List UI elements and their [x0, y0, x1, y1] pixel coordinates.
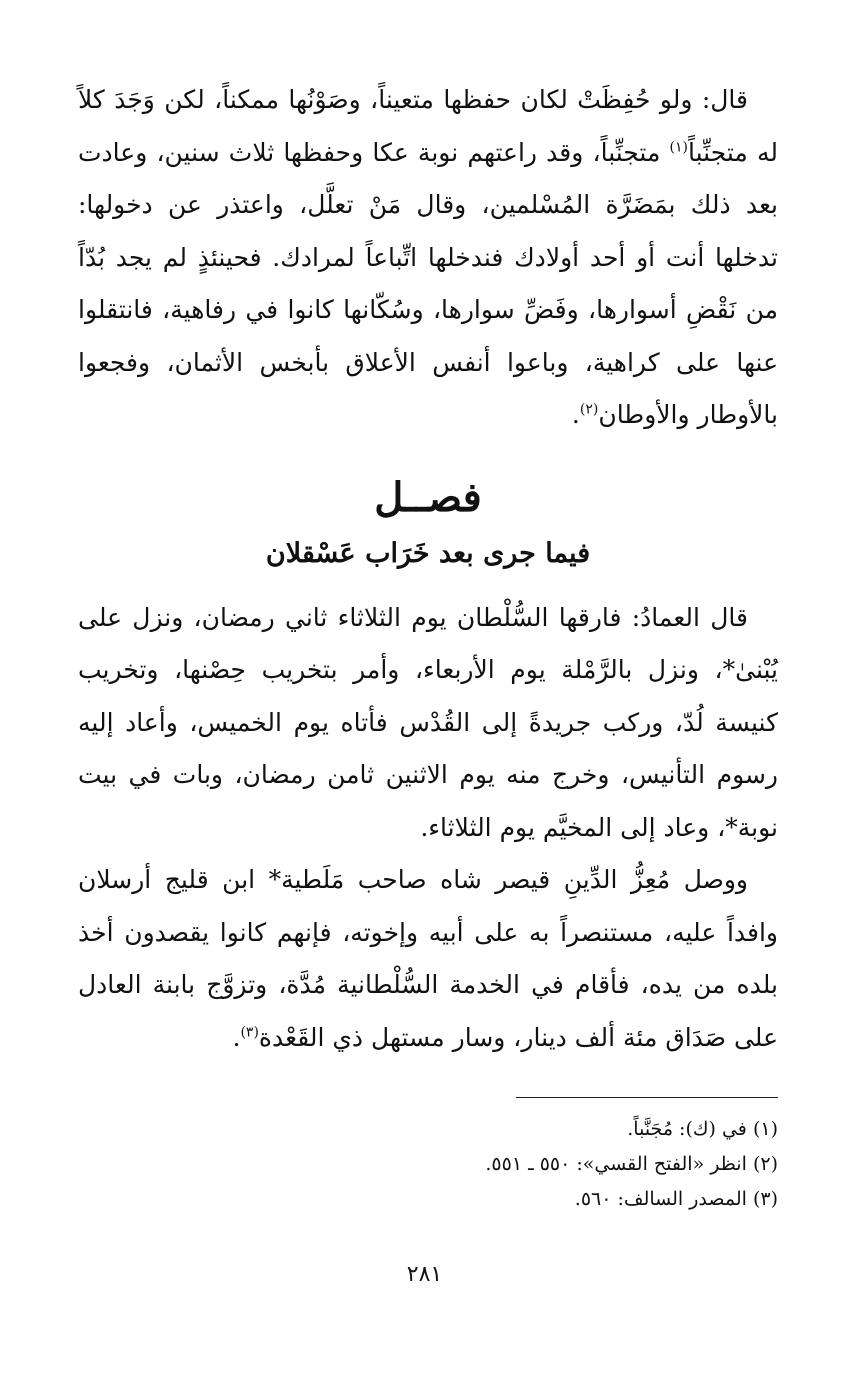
footnote-ref-3: (٣)	[240, 1024, 259, 1041]
footnote-2	[78, 1147, 778, 1182]
footnote-text: المصدر السالف: ٥٦٠.	[574, 1188, 747, 1210]
footnotes	[78, 1112, 778, 1217]
footnote-ref-2: (٢)	[579, 401, 599, 418]
footnote-number: (٣)	[752, 1188, 778, 1210]
paragraph-intro-text-1: قال: ولو حُفِظَتْ لكان حفظها متعيناً، وصَوْنُها ممكناً، لكن وَجَدَ كلاً له متجنِّباً	[78, 85, 779, 167]
footnote-text: انظر «الفتح القسي»: ٥٥٠ ـ ٥٥١.	[485, 1153, 747, 1175]
paragraph-muizz-text: ووصل مُعِزُّ الدِّينِ قيصر شاه صاحب مَلَطية* ابن قليج أرسلان وافداً عليه، مستنصراً به على أبيه وإخوته، فإنهم كانوا يقصدون أخذ بلده من يده، فأقام في الخدمة السُّلْطانية مُدَّة، وتزوَّج بابنة العادل على صَدَاق مئة ألف دينار، وسار مستهل ذي القَعْدة	[78, 865, 778, 1052]
footnote-ref-1: (١)	[669, 139, 689, 156]
footnote-1	[78, 1112, 778, 1147]
footnote-3	[78, 1182, 778, 1217]
section-heading: فصــل	[374, 473, 482, 521]
paragraph-imad: قال العمادُ: فارقها السُّلْطان يوم الثلاثاء ثاني رمضان، ونزل على يُبْنىٰ*، ونزل بالرَّمْلة يوم الأربعاء، وأمر بتخريب حِصْنها، وتخريب كنيسة لُدّ، وركب جريدةً إلى القُدْس فأتاه يوم الخميس، وأعاد إليه رسوم التأنيس، وخرج منه يوم الاثنين ثامن رمضان، وبات في بيت نوبة*، وعاد إلى المخيَّم يوم الثلاثاء.	[78, 602, 778, 842]
paragraph-muizz	[78, 854, 778, 1064]
section-subheading: فيما جرى بعد خَرَاب عَسْقلان	[265, 537, 591, 569]
paragraph-muizz-end: .	[232, 1022, 241, 1052]
paragraph-intro-end: .	[571, 400, 580, 429]
page-body	[78, 74, 778, 1064]
footnote-number: (٢)	[752, 1153, 778, 1175]
footnote-number: (١)	[752, 1118, 778, 1140]
footnote-divider	[516, 1097, 778, 1098]
paragraph-intro-text-2: متجنِّباً، وقد راعتهم نوبة عكا وحفظها ثلاث سنين، وعادت بعد ذلك بمَضَرَّة المُسْلمين، وقال مَنْ تعلَّل، واعتذر عن دخولها: تدخلها أنت أو أحد أولادك فندخلها اتِّباعاً لمرادك. فحينئذٍ لم يجد بُدّاً من نَقْضِ أسوارها، وفَضِّ سوارها، وسُكّانها كانوا في رفاهية، فانتقلوا عنها على كراهية، وباعوا أنفس الأعلاق بأبخس الأثمان، وفجعوا بالأوطار والأوطان	[78, 137, 779, 429]
paragraph-intro	[78, 74, 778, 442]
page-number: ٢٨١	[406, 1262, 443, 1287]
footnote-text: في (ك): مُجَنَّباً.	[627, 1118, 747, 1140]
